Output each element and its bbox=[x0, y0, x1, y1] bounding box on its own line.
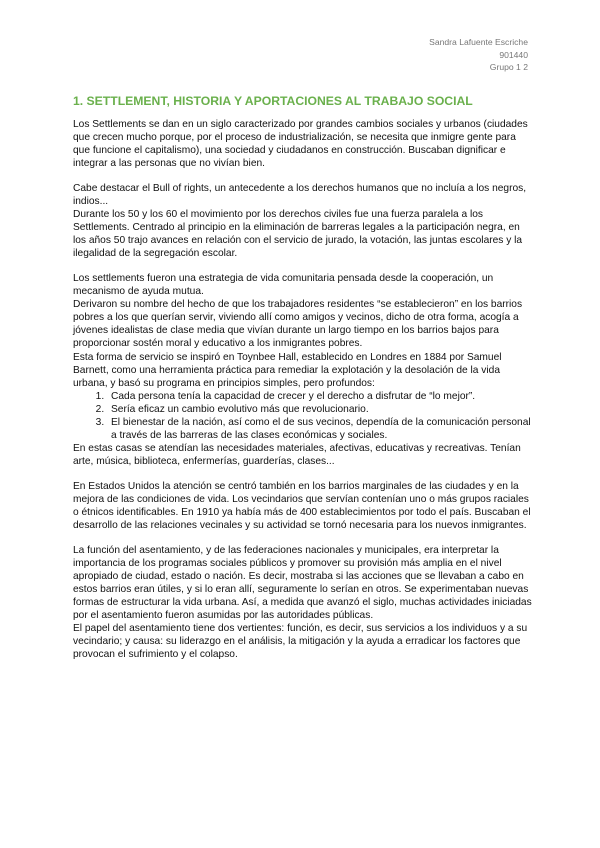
document-body bbox=[73, 94, 533, 662]
paragraph-needs: En estas casas se atendían las necesidades materiales, afectivas, educativas y recreativas. Tenían arte, música, biblioteca, enfermerías, guarderías, clases... bbox=[73, 443, 521, 468]
paragraph-united-states: En Estados Unidos la atención se centró también en los barrios marginales de las ciudades y en la mejora de las condiciones de vida. Los vecindarios que servían contenían uno o más grupos raciales o étnicos identificables. En 1910 ya había más de 400 establecimientos por todo el país. Buscaban el desarrollo de las relaciones vecinales y su actividad se tornó necesaria para los nuevos inmigrantes. bbox=[73, 480, 531, 532]
principle-item: 3. El bienestar de la nación, así como el de sus vecinos, dependía de la comunicación personal a través de las barreras de las clases económicas y sociales. bbox=[107, 416, 533, 442]
paragraph-community-strategy: Los settlements fueron una estrategia de vida comunitaria pensada desde la cooperación, un mecanismo de ayuda mutua. bbox=[73, 272, 494, 298]
page-header bbox=[429, 36, 528, 74]
paragraph-intro: Los Settlements se dan en un siglo caracterizado por grandes cambios sociales y urbanos (ciudades que crecen mucho porque, por el proceso de industrialización, se necesita que inmigre gente para que funcione el capitalismo), una sociedad y ciudadanos en construcción. Buscaban dignificar e integrar a las personas que no vivían bien. bbox=[73, 119, 528, 170]
group-label: Grupo 1 2 bbox=[489, 62, 528, 72]
principles-list bbox=[73, 390, 533, 442]
paragraph-toynbee-hall: Esta forma de servicio se inspiró en Toynbee Hall, establecido en Londres en 1884 por Samuel Barnett, como una herramienta práctica para remediar la explotación y la desolación de la vida urbana, y basó su programa en principios simples, pero profundos: bbox=[73, 351, 502, 389]
paragraph-bill-of-rights: Cabe destacar el Bull of rights, un antecedente a los derechos humanos que no incluía a los negros, indios... bbox=[73, 182, 527, 207]
paragraph-name-origin: Derivaron su nombre del hecho de que los trabajadores residentes “se establecieron” en los barrios pobres a los que querían servir, viviendo allí como amigos y vecinos, dicho de otra forma, acogía a jóvenes idealistas de clase media que vivían durante un largo tiempo en los barrios bajos para proporcionar sostén moral y educativo a los inmigrantes pobres. bbox=[73, 299, 523, 350]
paragraph-function: La función del asentamiento, y de las federaciones nacionales y municipales, era interpretar la importancia de los programas sociales públicos y promover su provisión más amplia en el nivel apropiado de ciudad, estado o nación. Es decir, mostraba si las acciones que se llevaban a cabo en estos barrios eran útiles, y si lo eran allí, seguramente lo serían en otros. Se experimentaban nuevas formas de estructurar la vida urbana. Así, a medida que avanzó el siglo, muchas actividades iniciadas por el asentamiento fueron asumidas por las autoridades públicas. bbox=[73, 544, 532, 622]
principle-item: 2. Sería eficaz un cambio evolutivo más que revolucionario. bbox=[107, 403, 533, 416]
paragraph-civil-rights: Durante los 50 y los 60 el movimiento por los derechos civiles fue una fuerza paralela a los Settlements. Centrado al principio en la eliminación de barreras legales a la participación negra, en los años 50 trajo avances en relación con el servicio de jurado, la votación, las juntas escolares y la ilegalidad de la segregación escolar. bbox=[73, 209, 523, 260]
author-name: Sandra Lafuente Escriche bbox=[429, 37, 528, 47]
principle-item: 1. Cada persona tenía la capacidad de crecer y el derecho a disfrutar de “lo mejor”. bbox=[107, 390, 533, 403]
paragraph-role: El papel del asentamiento tiene dos vertientes: función, es decir, sus servicios a los individuos y a su vecindario; y causa: su liderazgo en el análisis, la mitigación y la ayuda a erradicar los factores que provocan el sufrimiento y el colapso. bbox=[73, 623, 528, 661]
student-id: 901440 bbox=[499, 49, 528, 60]
section-title: 1. SETTLEMENT, HISTORIA Y APORTACIONES AL TRABAJO SOCIAL bbox=[73, 94, 473, 108]
